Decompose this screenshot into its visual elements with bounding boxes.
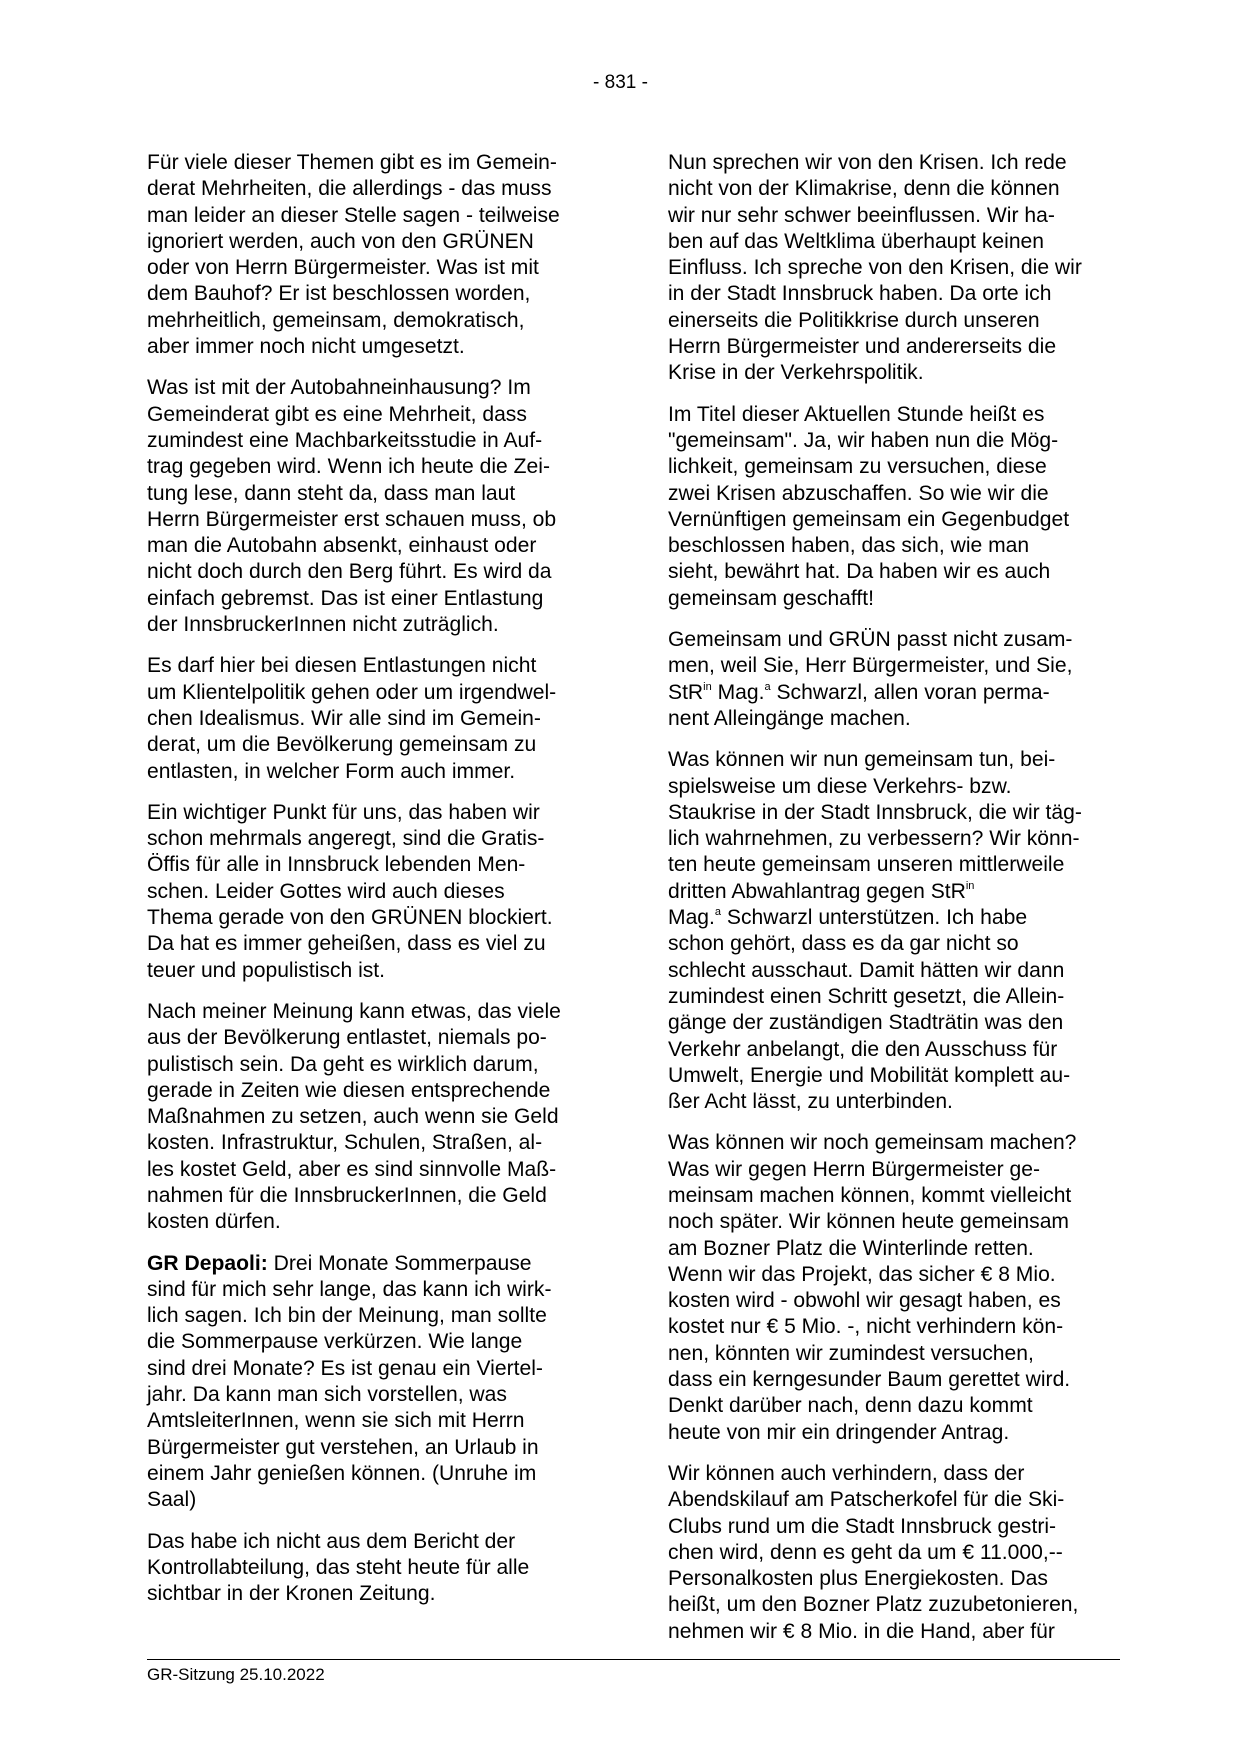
text-line: Da hat es immer geheißen, dass es viel zu <box>147 932 546 956</box>
paragraph-gratis-oeffis <box>147 800 599 984</box>
text-fragment: StR <box>668 680 704 704</box>
text-fragment: Mag. <box>711 680 765 704</box>
text-line: Nach meiner Meinung kann etwas, das viele <box>147 999 561 1023</box>
text-line: Was ist mit der Autobahneinhausung? Im <box>147 376 531 400</box>
text-line: chen wird, denn es geht da um € 11.000,-- <box>668 1540 1063 1564</box>
text-line: schon mehrmals angeregt, sind die Gratis- <box>147 827 545 851</box>
text-line: Vernünftigen gemeinsam ein Gegenbudget <box>668 507 1070 531</box>
text-line: oder von Herrn Bürgermeister. Was ist mit <box>147 256 539 280</box>
text-line: jahr. Da kann man sich vorstellen, was <box>147 1383 507 1407</box>
text-line: in der Stadt Innsbruck haben. Da orte ich <box>668 282 1052 306</box>
text-line: Umwelt, Energie und Mobilität komplett au- <box>668 1063 1071 1087</box>
text-line: lich wahrnehmen, zu verbessern? Wir könn- <box>668 827 1080 851</box>
text-line: zumindest einen Schritt gesetzt, die Allein- <box>668 984 1065 1008</box>
text-line: Clubs rund um die Stadt Innsbruck gestri- <box>668 1514 1057 1538</box>
text-line: Was können wir nun gemeinsam tun, bei- <box>668 748 1056 772</box>
page-number: - 831 - <box>593 72 648 93</box>
text-line: Für viele dieser Themen gibt es im Gemein- <box>147 151 557 174</box>
text-line: Personalkosten plus Energiekosten. Das <box>668 1567 1048 1591</box>
text-line: sind drei Monate? Es ist genau ein Viertel- <box>147 1356 543 1380</box>
text-line: ten heute gemeinsam unseren mittlerweile <box>668 853 1065 877</box>
text-line: die Sommerpause verkürzen. Wie lange <box>147 1330 523 1354</box>
text-line: zwei Krisen abzuschaffen. So wie wir die <box>668 481 1049 505</box>
text-line: pulistisch sein. Da geht es wirklich darum, <box>147 1052 539 1076</box>
speaker-name: GR Depaoli: <box>147 1251 268 1275</box>
text-line: derat, um die Bevölkerung gemeinsam zu <box>147 733 537 757</box>
paragraph-krisen <box>668 150 1120 387</box>
text-fragment: Mag. <box>668 906 715 930</box>
superscript: a <box>764 680 771 693</box>
text-line: tung lese, dann steht da, dass man laut <box>147 481 516 505</box>
text-line: Was können wir noch gemeinsam machen? <box>668 1131 1077 1155</box>
left-column <box>147 150 599 1622</box>
text-line: Staukrise in der Stadt Innsbruck, die wir täg- <box>668 800 1082 824</box>
text-line: Thema gerade von den GRÜNEN blockiert. <box>147 906 553 930</box>
text-line: schon gehört, dass es da gar nicht so <box>668 932 1019 956</box>
text-line: meinsam machen können, kommt vielleicht <box>668 1183 1072 1207</box>
superscript: a <box>714 905 722 918</box>
text-line: Verkehr anbelangt, die den Ausschuss für <box>668 1037 1058 1061</box>
paragraph-entlastungen <box>147 653 599 784</box>
speaker-text: Drei Monate Sommerpause <box>267 1251 532 1275</box>
text-line: Herrn Bürgermeister und andererseits die <box>668 335 1057 359</box>
text-line: ben auf das Weltklima überhaupt keinen <box>668 229 1045 253</box>
superscript: in <box>965 879 975 892</box>
text-line: nahmen für die InnsbruckerInnen, die Geld <box>147 1183 547 1207</box>
text-line: nehmen wir € 8 Mio. in die Hand, aber für <box>668 1619 1055 1643</box>
paragraph-meinung-populistisch <box>147 999 599 1236</box>
text-line: Öffis für alle in Innsbruck lebenden Men- <box>147 853 526 877</box>
text-line: nen, könnten wir zumindest versuchen, <box>668 1341 1034 1365</box>
text-line: Das habe ich nicht aus dem Bericht der <box>147 1529 516 1553</box>
text-line: Denkt darüber nach, denn dazu kommt <box>668 1394 1033 1418</box>
text-line <box>147 1251 599 1277</box>
text-line: Bürgermeister gut verstehen, an Urlaub in <box>147 1435 539 1459</box>
text-line: Nun sprechen wir von den Krisen. Ich rede <box>668 151 1067 174</box>
text-line: man die Autobahn absenkt, einhaust oder <box>147 534 537 558</box>
right-column <box>668 150 1120 1660</box>
text-line <box>668 905 1120 931</box>
text-line: gänge der zuständigen Stadträtin was den <box>668 1011 1064 1035</box>
text-line: noch später. Wir können heute gemeinsam <box>668 1210 1070 1234</box>
text-line: sichtbar in der Kronen Zeitung. <box>147 1582 436 1606</box>
text-line <box>668 879 1120 905</box>
text-line: Es darf hier bei diesen Entlastungen nicht <box>147 654 537 678</box>
text-line: nent Alleingänge machen. <box>668 706 911 730</box>
text-line: men, weil Sie, Herr Bürgermeister, und Sie, <box>668 654 1073 678</box>
text-line: einem Jahr genießen können. (Unruhe im <box>147 1461 537 1485</box>
text-line: sind für mich sehr lange, das kann ich wirk- <box>147 1277 552 1301</box>
text-line: man leider an dieser Stelle sagen - teilweise <box>147 203 560 227</box>
text-line: trag gegeben wird. Wenn ich heute die Zei- <box>147 455 550 479</box>
text-line: beschlossen haben, das sich, wie man <box>668 534 1030 558</box>
text-line: Was wir gegen Herrn Bürgermeister ge- <box>668 1157 1041 1181</box>
text-line: einfach gebremst. Das ist einer Entlastung <box>147 586 544 610</box>
paragraph-gemeinsam-gruen <box>668 627 1120 732</box>
paragraph-abendskilauf <box>668 1461 1120 1645</box>
paragraph-winterlinde <box>668 1130 1120 1446</box>
text-fragment: Schwarzl unterstützen. Ich habe <box>721 906 1028 930</box>
text-line: nicht doch durch den Berg führt. Es wird da <box>147 560 552 584</box>
text-fragment: Schwarzl, allen voran perma- <box>770 680 1050 704</box>
text-line: Einfluss. Ich spreche von den Krisen, die wir <box>668 256 1082 280</box>
text-line: Gemeinderat gibt es eine Mehrheit, dass <box>147 402 527 426</box>
text-line: mehrheitlich, gemeinsam, demokratisch, <box>147 308 525 332</box>
text-line: heißt, um den Bozner Platz zuzubetonieren, <box>668 1593 1079 1617</box>
text-line: Wir können auch verhindern, dass der <box>668 1461 1025 1485</box>
text-line: am Bozner Platz die Winterlinde retten. <box>668 1236 1034 1260</box>
text-line: lichkeit, gemeinsam zu versuchen, diese <box>668 455 1047 479</box>
text-line: Ein wichtiger Punkt für uns, das haben wir <box>147 800 540 824</box>
paragraph-kontrollabteilung <box>147 1529 599 1608</box>
text-line: spielsweise um diese Verkehrs- bzw. <box>668 774 1012 798</box>
text-line: gerade in Zeiten wie diesen entsprechende <box>147 1078 551 1102</box>
text-line: teuer und populistisch ist. <box>147 958 386 982</box>
text-line: schlecht ausschaut. Damit hätten wir dann <box>668 958 1065 982</box>
footer-session-date: GR-Sitzung 25.10.2022 <box>147 1665 325 1684</box>
text-line: Maßnahmen zu setzen, auch wenn sie Geld <box>147 1105 559 1129</box>
text-line: Abendskilauf am Patscherkofel für die Ski- <box>668 1488 1065 1512</box>
text-line: sieht, bewährt hat. Da haben wir es auch <box>668 560 1051 584</box>
text-line: Wenn wir das Projekt, das sicher € 8 Mio. <box>668 1262 1056 1286</box>
text-line: nicht von der Klimakrise, denn die können <box>668 177 1060 201</box>
text-line: lich sagen. Ich bin der Meinung, man sollte <box>147 1304 547 1328</box>
text-line: aus der Bevölkerung entlastet, niemals po- <box>147 1026 547 1050</box>
text-line: chen Idealismus. Wir alle sind im Gemein- <box>147 706 541 730</box>
text-line: dass ein kerngesunder Baum gerettet wird. <box>668 1368 1071 1392</box>
text-line <box>668 680 1120 706</box>
text-line: kostet nur € 5 Mio. -, nicht verhindern kön- <box>668 1315 1064 1339</box>
text-line: einerseits die Politikkrise durch unseren <box>668 308 1040 332</box>
paragraph-titel-gemeinsam <box>668 402 1120 612</box>
text-line: ignoriert werden, auch von den GRÜNEN <box>147 229 534 253</box>
footer-divider <box>147 1659 1120 1660</box>
text-line: um Klientelpolitik gehen oder um irgendwel- <box>147 680 557 704</box>
text-line: kosten dürfen. <box>147 1210 281 1234</box>
text-line: "gemeinsam". Ja, wir haben nun die Mög- <box>668 428 1059 452</box>
text-line: heute von mir ein dringender Antrag. <box>668 1420 1010 1444</box>
text-line: ßer Acht lässt, zu unterbinden. <box>668 1090 953 1114</box>
superscript: in <box>703 680 712 693</box>
paragraph-autobahneinhausung <box>147 375 599 638</box>
text-line: derat Mehrheiten, die allerdings - das muss <box>147 177 552 201</box>
text-line: Saal) <box>147 1488 197 1512</box>
text-line: Krise in der Verkehrspolitik. <box>668 361 924 385</box>
paragraph-themen-mehrheiten <box>147 150 599 360</box>
text-line: kosten wird - obwohl wir gesagt haben, es <box>668 1289 1061 1313</box>
text-line: AmtsleiterInnen, wenn sie sich mit Herrn <box>147 1409 525 1433</box>
text-line: dem Bauhof? Er ist beschlossen worden, <box>147 282 531 306</box>
text-line: zumindest eine Machbarkeitsstudie in Auf- <box>147 428 543 452</box>
text-line: les kostet Geld, aber es sind sinnvolle Maß- <box>147 1157 557 1181</box>
text-fragment: dritten Abwahlantrag gegen StR <box>668 879 966 903</box>
text-line: kosten. Infrastruktur, Schulen, Straßen, al- <box>147 1131 543 1155</box>
text-line: gemeinsam geschafft! <box>668 586 874 610</box>
text-line: aber immer noch nicht umgesetzt. <box>147 335 465 359</box>
paragraph-verkehrskrise <box>668 747 1120 1115</box>
text-line: Im Titel dieser Aktuellen Stunde heißt es <box>668 402 1045 426</box>
text-line: Herrn Bürgermeister erst schauen muss, ob <box>147 507 557 531</box>
text-line: der InnsbruckerInnen nicht zuträglich. <box>147 613 499 637</box>
text-line: Gemeinsam und GRÜN passt nicht zusam- <box>668 628 1073 652</box>
paragraph-gr-depaoli <box>147 1251 599 1514</box>
text-line: entlasten, in welcher Form auch immer. <box>147 759 516 783</box>
text-line: wir nur sehr schwer beeinflussen. Wir ha- <box>668 203 1055 227</box>
text-line: schen. Leider Gottes wird auch dieses <box>147 879 505 903</box>
text-line: Kontrollabteilung, das steht heute für alle <box>147 1555 530 1579</box>
